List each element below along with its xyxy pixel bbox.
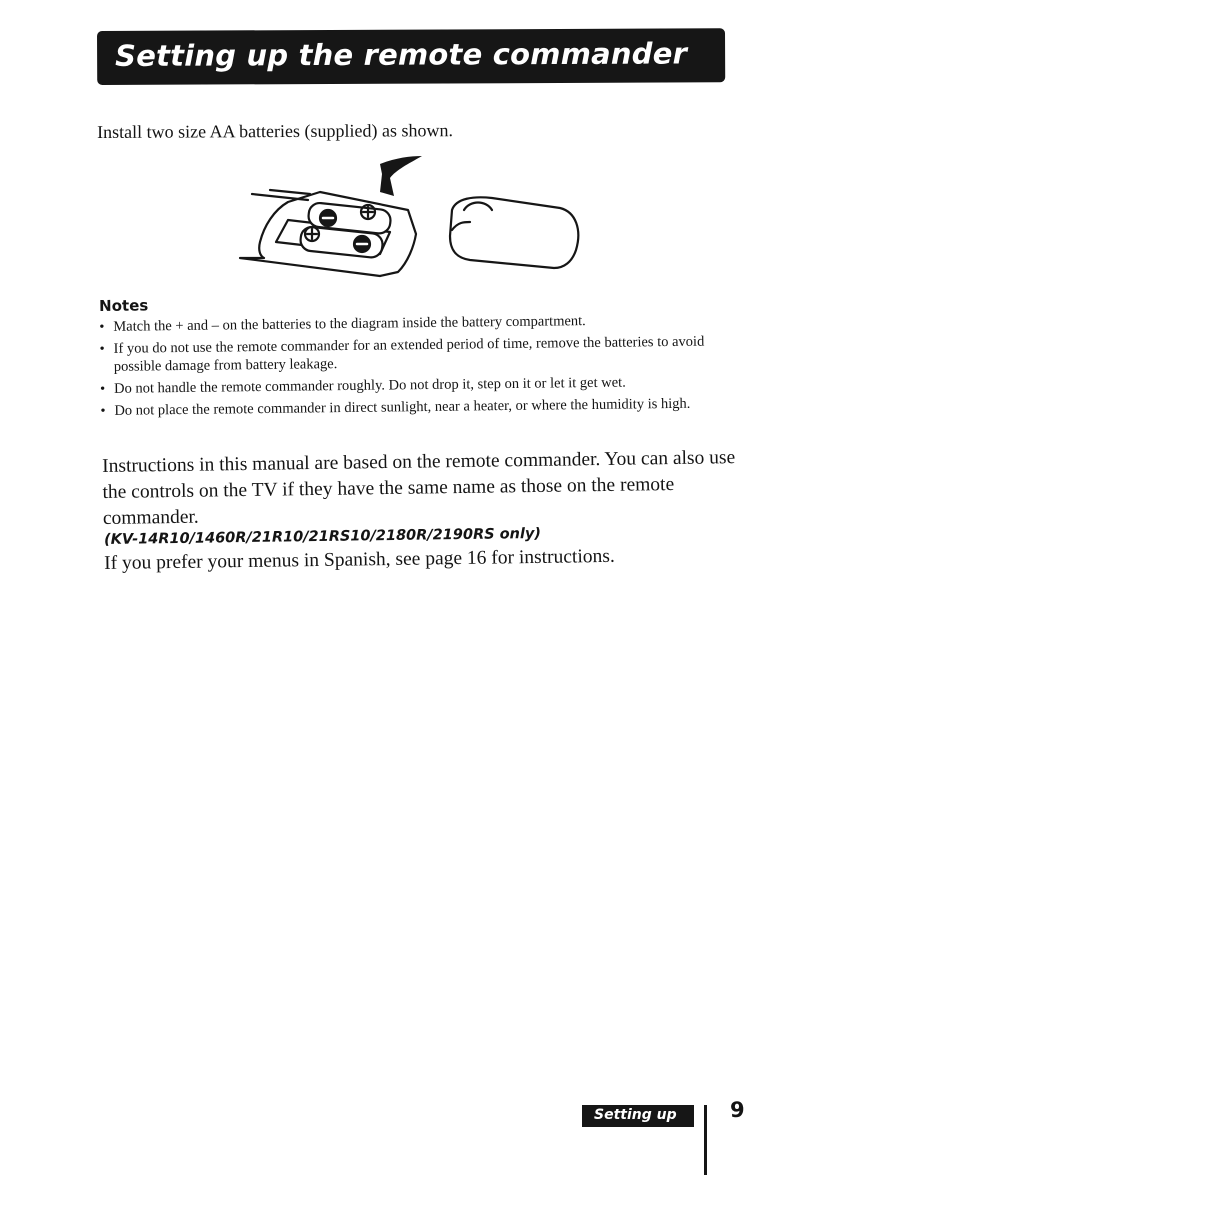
battery-installation-illustration bbox=[230, 150, 610, 285]
instructions-paragraph: Instructions in this manual are based on the remote commander. You can also use the controls on the TV if they have the same name as those on the remote commander. bbox=[102, 447, 736, 529]
remote-battery-compartment-icon bbox=[240, 190, 416, 276]
battery-cover-icon bbox=[450, 197, 578, 268]
note-item: • Match the + and – on the batteries to the diagram inside the battery compartment. bbox=[99, 310, 739, 336]
insert-arrow-icon bbox=[380, 156, 422, 196]
page-number: 9 bbox=[730, 1098, 745, 1122]
model-applicability-note: (KV-14R10/1460R/21R10/21RS10/2180R/2190RS only) bbox=[104, 525, 542, 548]
notes-list bbox=[99, 310, 740, 420]
footer-divider bbox=[704, 1105, 707, 1175]
note-item: • Do not place the remote commander in direct sunlight, near a heater, or where the humidity is high. bbox=[100, 394, 740, 420]
section-tab-label: Setting up bbox=[594, 1107, 677, 1123]
page-title: Setting up the remote commander bbox=[115, 36, 688, 73]
section-tab bbox=[582, 1105, 694, 1127]
note-item: • If you do not use the remote commander for an extended period of time, remove the batteries to avoid possible damage from battery leakage. bbox=[100, 332, 740, 376]
notes-heading: Notes bbox=[99, 296, 149, 315]
intro-text: Install two size AA batteries (supplied) as shown. bbox=[97, 120, 454, 142]
note-item: • Do not handle the remote commander roughly. Do not drop it, step on it or let it get wet. bbox=[100, 372, 740, 398]
notes-section bbox=[99, 289, 741, 424]
page-title-bar bbox=[97, 28, 725, 85]
spanish-menu-instruction: If you prefer your menus in Spanish, see page 16 for instructions. bbox=[104, 545, 615, 574]
